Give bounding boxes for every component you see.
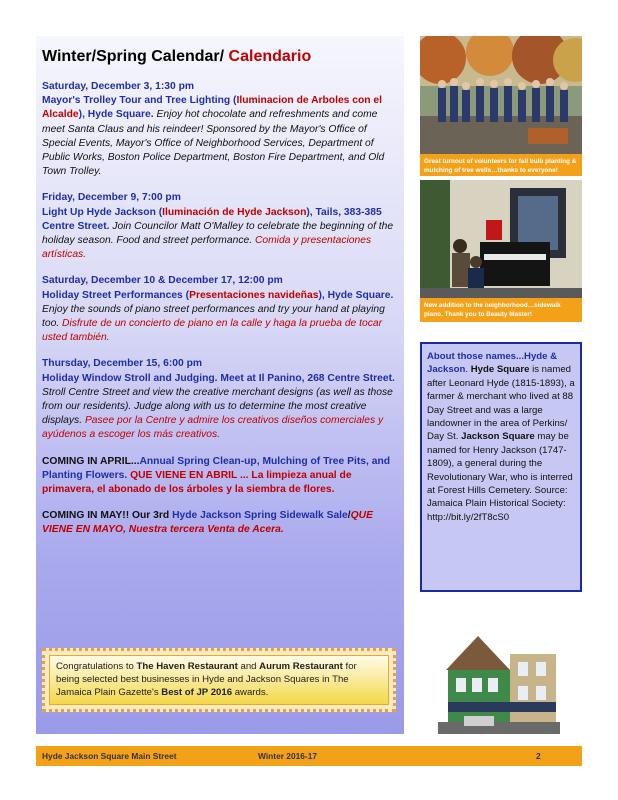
event-name: Holiday Street Performances ( — [42, 289, 190, 301]
event-april — [42, 455, 398, 498]
title-es: Calendario — [224, 48, 312, 65]
footer-issue: Winter 2016-17 — [258, 751, 318, 761]
event-trolley — [42, 80, 398, 179]
piano-photo — [420, 180, 582, 298]
names-hyde: Hyde Square — [470, 364, 530, 376]
calendar-panel — [36, 36, 404, 734]
event-desc-es: Pasee por la Centre y admire los creativos diseños comerciales y ayúdenos a escoger los más creativos. — [42, 415, 384, 441]
event-date: Saturday, December 10 & December 17, 12:00 pm — [42, 275, 283, 287]
names-p1: . — [465, 364, 471, 376]
may-es: , Nuestra tercera Venta de Acera. — [123, 524, 284, 536]
building-image — [438, 630, 560, 734]
event-desc: Stroll Centre Street and view the creative merchant designs (as well as those from our residents). Judge along with us to determine the most creative displays. — [42, 386, 393, 427]
event-desc: Join Councilor Matt O'Malley to celebrate the beginning of the holiday season. Food and street performance. — [42, 220, 394, 247]
piano-caption: New addition to the neighborhood…sidewalk piano. Thank you to Beauty Master! — [420, 298, 582, 322]
event-light-up — [42, 191, 398, 262]
building-photo — [438, 630, 560, 734]
event-date: Thursday, December 15, 6:00 pm — [42, 358, 203, 370]
congrats-d: for being selected best businesses in Hyde and Jackson Squares in The Jamaica Plain Gazette's — [56, 661, 357, 698]
volunteers-photo — [420, 36, 582, 154]
piano-image — [420, 180, 582, 298]
event-desc: Enjoy the sounds of piano street performances and try your hand at playing too. — [42, 303, 385, 330]
volunteers-image — [420, 36, 582, 154]
event-date: Friday, December 9, 7:00 pm — [42, 192, 181, 204]
names-jackson: Jackson Square — [461, 431, 535, 443]
congrats-e: awards. — [232, 687, 269, 698]
april-lead: COMING IN APRIL... — [42, 455, 140, 467]
event-location: ), Hyde Square. — [318, 289, 394, 301]
event-may — [42, 509, 398, 537]
event-name: Light Up Hyde Jackson ( — [42, 206, 163, 218]
footer-page-number: 2 — [536, 751, 541, 761]
congrats-award: Best of JP 2016 — [161, 687, 233, 698]
footer-org: Hyde Jackson Square Main Street — [42, 751, 177, 761]
event-location: ), Hyde Square. — [78, 109, 154, 121]
may-text: Hyde Jackson Spring Sidewalk Sale — [172, 510, 348, 522]
title-en: Winter/Spring Calendar/ — [42, 48, 225, 65]
congrats-haven: The Haven Restaurant — [136, 661, 238, 672]
event-street-performances — [42, 274, 398, 345]
volunteers-caption: Great turnout of volunteers for fall bulb planting & mulching of tree wells…thanks to everyone! — [420, 154, 582, 176]
event-date: Saturday, December 3, 1:30 pm — [42, 81, 195, 92]
event-name: Mayor's Trolley Tour and Tree Lighting ( — [42, 95, 237, 107]
may-slash: / — [347, 510, 351, 522]
event-desc: Enjoy hot chocolate and refreshments and come meet Santa Claus and his reindeer! Sponsored by the Mayor's Office of Special Events, Mayor's Office of Neighborhood Services, Department of Public Works, Boston Police Department, Boston Fire Department, and Old Town Trolley. — [42, 109, 385, 178]
april-es: QUE VIENE EN ABRIL ... La limpieza anual de primavera, el abonado de los árboles y la siembra de flores. — [42, 469, 352, 496]
names-p3: may be named for Henry Jackson (1747-1809), a general during the Revolutionary War, who is interred at Forest Hills Cemetery. Source: Jamaica Plain Historical Society: http://bit.ly/2fT8cS0 — [427, 431, 573, 523]
names-header: About those names...Hyde & Jackson — [427, 351, 558, 376]
event-name-es: Iluminacion de Arboles con el Alcalde — [42, 95, 383, 121]
event-name-es: Presentaciones navideñas — [189, 289, 319, 301]
congrats-a: Congratulations to — [56, 661, 137, 672]
calendar-title — [42, 48, 398, 66]
congrats-text — [49, 655, 389, 705]
may-lead: COMING IN MAY!! Our 3rd — [42, 510, 173, 522]
names-sidebar — [420, 342, 582, 592]
event-name: Holiday Window Stroll and Judging. Meet at Il Panino, 268 Centre Street. — [42, 372, 395, 384]
event-name-es: Iluminación de Hyde Jackson — [162, 206, 307, 218]
may-es-title: QUE VIENE EN MAYO — [42, 510, 373, 536]
congrats-box — [42, 648, 396, 712]
event-desc-es: Disfrute de un concierto de piano en la calle y haga la prueba de tocar usted también. — [42, 318, 383, 344]
event-location: ), Tails, 383-385 Centre Street. — [42, 206, 382, 232]
congrats-aurum: Aurum Restaurant — [259, 661, 343, 672]
names-p2: is named after Leonard Hyde (1815-1893), a farmer & merchant who lived at 88 Day Street and was a large landowner in the area of Perkins/ Day St. — [427, 364, 575, 443]
page-footer — [36, 746, 582, 766]
april-text: Annual Spring Clean-up, Mulching of Tree Pits, and Planting Flowers. — [42, 455, 391, 481]
event-desc-es: Comida y presentaciones artísticas. — [42, 235, 372, 261]
congrats-c: and — [237, 661, 260, 672]
event-window-stroll — [42, 357, 398, 442]
